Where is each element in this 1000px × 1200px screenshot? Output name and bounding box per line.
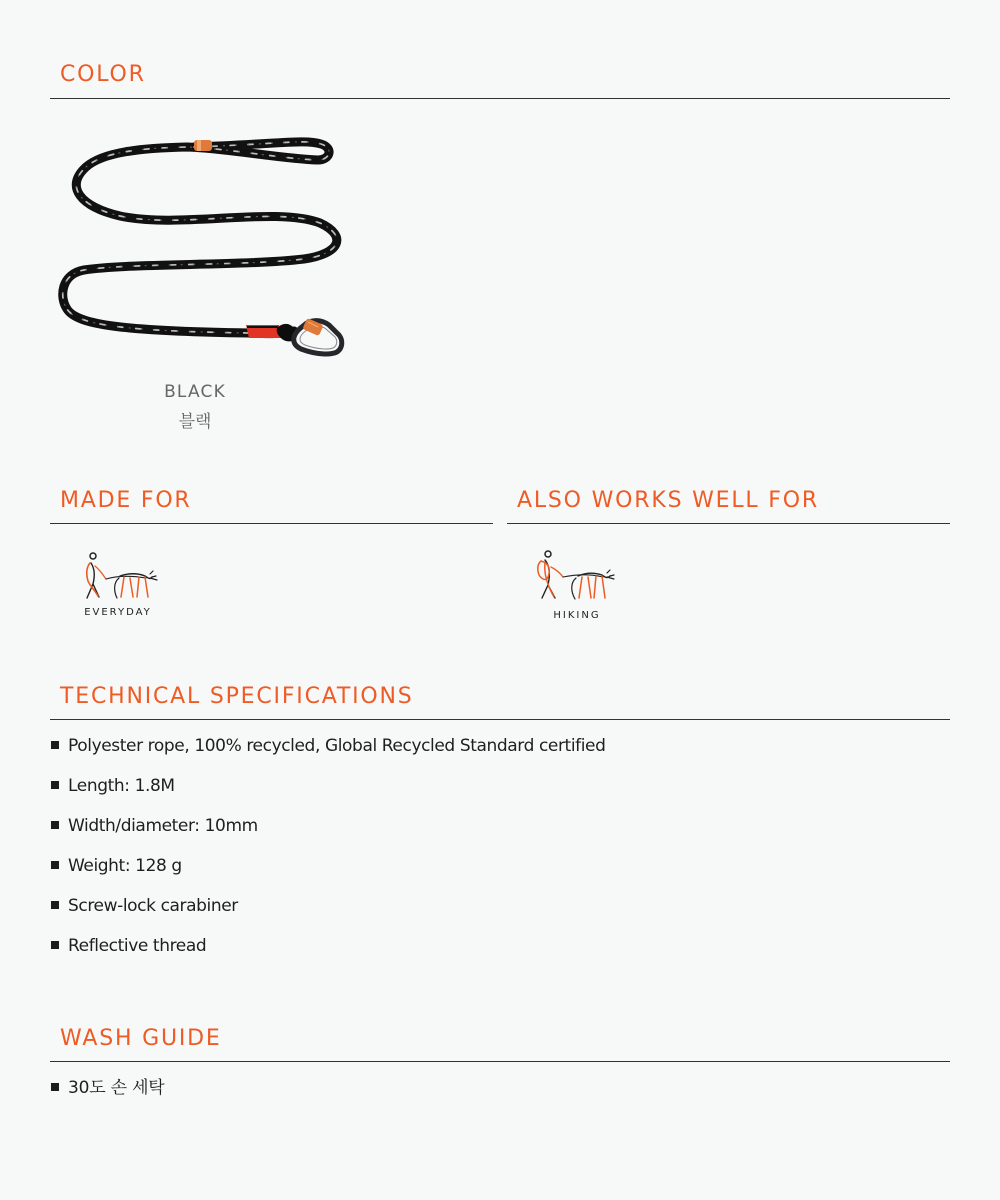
wash-guide-section-title: WASH GUIDE <box>60 1026 222 1051</box>
color-section-divider <box>50 98 950 99</box>
made-for-activity-label: EVERYDAY <box>84 607 152 618</box>
specification-text: Reflective thread <box>68 936 207 956</box>
wash-guide-list <box>50 1074 950 1106</box>
also-works-section-divider <box>507 523 950 524</box>
technical-specifications-list <box>50 732 950 972</box>
black-leash-product-image <box>58 128 350 360</box>
wash-guide-item <box>50 1074 950 1106</box>
hiker-with-dog-icon <box>535 547 617 602</box>
technical-specification-item <box>50 852 950 892</box>
technical-specifications-section-title: TECHNICAL SPECIFICATIONS <box>60 684 414 709</box>
also-works-activity-label: HIKING <box>553 610 601 621</box>
specification-text: Polyester rope, 100% recycled, Global Recycled Standard certified <box>68 736 606 756</box>
made-for-section-title: MADE FOR <box>60 488 192 513</box>
wash-guide-divider <box>50 1061 950 1062</box>
also-works-section-title: ALSO WORKS WELL FOR <box>517 488 819 513</box>
color-option-name-en: BLACK <box>164 382 226 402</box>
technical-specification-item <box>50 892 950 932</box>
technical-specification-item <box>50 932 950 972</box>
technical-specification-item <box>50 732 950 772</box>
technical-specification-item <box>50 772 950 812</box>
specification-text: Width/diameter: 10mm <box>68 816 258 836</box>
color-section-title: COLOR <box>60 62 146 87</box>
specification-text: Length: 1.8M <box>68 776 175 796</box>
color-option-name-ko: 블랙 <box>178 412 212 432</box>
person-walking-dog-icon <box>78 548 160 603</box>
technical-specification-item <box>50 812 950 852</box>
technical-specifications-divider <box>50 719 950 720</box>
specification-text: Weight: 128 g <box>68 856 182 876</box>
wash-guide-text: 30도 손 세탁 <box>68 1078 165 1098</box>
specification-text: Screw-lock carabiner <box>68 896 238 916</box>
made-for-section-divider <box>50 523 493 524</box>
